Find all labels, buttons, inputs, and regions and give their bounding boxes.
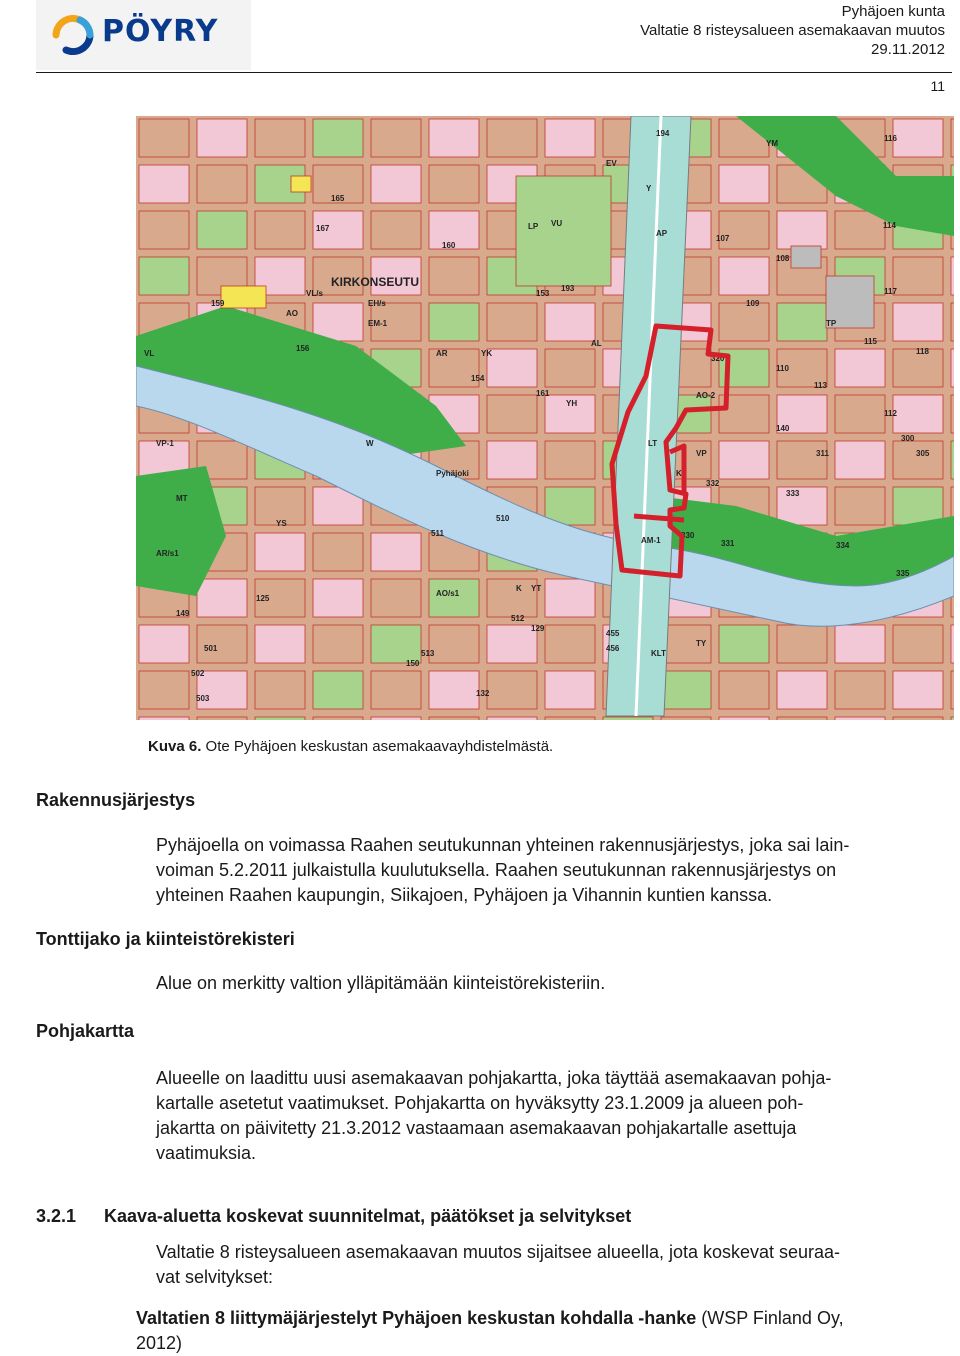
- map-label: 159: [211, 299, 225, 308]
- map-label: VU: [551, 219, 563, 228]
- map-label: 109: [746, 299, 760, 308]
- map-label: 194: [656, 129, 670, 138]
- map-label: AR: [436, 349, 448, 358]
- map-block: [139, 165, 189, 203]
- map-label: 156: [296, 344, 310, 353]
- map-block: [835, 487, 885, 525]
- map-label: AO/s1: [436, 589, 460, 598]
- map-label: MT: [176, 494, 188, 503]
- map-block: [545, 717, 595, 720]
- map-label: 330: [681, 531, 695, 540]
- text-line: jakartta on päivitetty 21.3.2012 vastaamaan asemakaavan pohjakartalle asettuja: [156, 1118, 797, 1138]
- map-block: [951, 303, 954, 341]
- map-block: [429, 303, 479, 341]
- map-block: [487, 303, 537, 341]
- page-number: 11: [930, 78, 945, 94]
- map-block: [487, 119, 537, 157]
- map-block: [719, 671, 769, 709]
- section-number: 3.2.1: [36, 1206, 77, 1226]
- map-block: [777, 717, 827, 720]
- map-label: 114: [883, 221, 896, 230]
- map-block: [487, 671, 537, 709]
- map-block: [951, 717, 954, 720]
- map-label: 510: [496, 514, 510, 523]
- section-title-tonttijako: Tonttijako ja kiinteistörekisteri: [36, 929, 295, 949]
- map-label: 335: [896, 569, 910, 578]
- map-label: 334: [836, 541, 850, 550]
- header-divider: [36, 72, 952, 73]
- map-block: [487, 441, 537, 479]
- map-label: YM: [766, 139, 778, 148]
- map-block: [487, 349, 537, 387]
- map-block: [951, 395, 954, 433]
- map-block: [893, 717, 943, 720]
- header-date: 29.11.2012: [871, 41, 945, 58]
- map-block: [197, 717, 247, 720]
- map-label: VP: [696, 449, 707, 458]
- map-label: 117: [884, 287, 897, 296]
- map-label: YH: [566, 399, 578, 408]
- map-block: [835, 671, 885, 709]
- poyry-logo: [36, 0, 251, 70]
- map-label: LT: [648, 439, 658, 448]
- map-block: [371, 671, 421, 709]
- paragraph-tonttijako: Alue on merkitty valtion ylläpitämään kiinteistörekisteriin.: [156, 973, 606, 993]
- map-label: 502: [191, 669, 205, 678]
- map-block: [777, 625, 827, 663]
- map-block: [429, 717, 479, 720]
- map-block: [719, 303, 769, 341]
- map-block: [893, 671, 943, 709]
- map-block: [313, 671, 363, 709]
- text-line: vat selvitykset:: [156, 1267, 274, 1287]
- map-block: [719, 441, 769, 479]
- map-label: LP: [528, 222, 539, 231]
- header-project: Valtatie 8 risteysalueen asemakaavan muutos: [640, 22, 945, 39]
- map-block: [197, 579, 247, 617]
- map-block: [545, 349, 595, 387]
- map-block: [139, 119, 189, 157]
- map-block: [661, 671, 711, 709]
- map-block: [313, 717, 363, 720]
- map-label: 149: [176, 609, 190, 618]
- map-yellow-plot: [221, 286, 266, 308]
- map-label: 115: [864, 337, 877, 346]
- map-label: 311: [816, 449, 829, 458]
- map-block: [371, 579, 421, 617]
- map-label: VL/s: [306, 289, 323, 298]
- map-block: [951, 349, 954, 387]
- map-block: [545, 671, 595, 709]
- map-block: [835, 625, 885, 663]
- map-label: 132: [476, 689, 490, 698]
- map-block: [719, 165, 769, 203]
- figure-caption: [148, 738, 553, 755]
- map-block: [719, 211, 769, 249]
- map-label: AO: [286, 309, 298, 318]
- map-yellow-plot: [291, 176, 311, 192]
- map-block: [255, 671, 305, 709]
- map-block: [371, 165, 421, 203]
- map-label: KT: [676, 469, 687, 478]
- map-park: [516, 176, 611, 286]
- header-client: Pyhäjoen kunta: [841, 3, 945, 20]
- map-utility-plot: [791, 246, 821, 268]
- map-label: YS: [276, 519, 287, 528]
- map-label: KIRKONSEUTU: [331, 275, 420, 289]
- map-label: 118: [916, 347, 929, 356]
- map-label: 193: [561, 284, 575, 293]
- map-label: AM-1: [641, 536, 661, 545]
- figure-caption-text: Ote Pyhäjoen keskustan asemakaavayhdistelmästä.: [201, 738, 554, 755]
- map-label: AP: [656, 229, 668, 238]
- map-block: [313, 625, 363, 663]
- map-label: YK: [481, 349, 493, 358]
- map-label: 160: [442, 241, 456, 250]
- map-label: 300: [901, 434, 915, 443]
- map-block: [893, 303, 943, 341]
- map-block: [893, 395, 943, 433]
- map-label: TP: [826, 319, 837, 328]
- map-label: YT: [531, 584, 542, 593]
- map-label: 512: [511, 614, 525, 623]
- map-label: AR/s1: [156, 549, 179, 558]
- map-label: AL: [591, 339, 602, 348]
- map-label: 333: [786, 489, 800, 498]
- map-block: [371, 533, 421, 571]
- text-line: voiman 5.2.2011 julkaistulla kuulutuksella. Raahen seutukunnan rakennusjärjestys on: [156, 860, 837, 880]
- zoning-map: [136, 116, 954, 720]
- map-block: [255, 211, 305, 249]
- map-label: VP-1: [156, 439, 174, 448]
- map-label: 165: [331, 194, 345, 203]
- map-label: EH/s: [368, 299, 386, 308]
- map-block: [197, 119, 247, 157]
- map-block: [893, 625, 943, 663]
- text-line: Alueelle on laadittu uusi asemakaavan pohjakartta, joka täyttää asemakaavan pohja-: [156, 1068, 832, 1088]
- map-label: 167: [316, 224, 330, 233]
- map-label: 153: [536, 289, 550, 298]
- map-block: [777, 671, 827, 709]
- figure-label: Kuva 6.: [148, 738, 202, 755]
- map-label: 320: [711, 354, 725, 363]
- project-year: 2012): [136, 1333, 183, 1353]
- map-block: [255, 625, 305, 663]
- map-block: [371, 119, 421, 157]
- map-label: 305: [916, 449, 930, 458]
- map-label: 455: [606, 629, 620, 638]
- map-block: [139, 211, 189, 249]
- map-label: AO-2: [696, 391, 716, 400]
- map-block: [545, 579, 595, 617]
- map-label: 331: [721, 539, 735, 548]
- map-block: [139, 717, 189, 720]
- map-block: [197, 211, 247, 249]
- paragraph-pohjakartta: [156, 1066, 946, 1166]
- map-label: 513: [421, 649, 435, 658]
- map-block: [197, 671, 247, 709]
- map-label: 125: [256, 594, 270, 603]
- map-block: [893, 119, 943, 157]
- map-block: [835, 717, 885, 720]
- map-block: [371, 211, 421, 249]
- map-block: [719, 717, 769, 720]
- map-block: [893, 441, 943, 479]
- map-block: [139, 625, 189, 663]
- map-block: [545, 441, 595, 479]
- paragraph-rakennusjarjestys: [156, 833, 946, 908]
- map-label: 129: [531, 624, 545, 633]
- map-block: [371, 717, 421, 720]
- map-label: 108: [776, 254, 790, 263]
- map-block: [429, 119, 479, 157]
- map-label: Pyhäjoki: [436, 469, 469, 478]
- section-title-pohjakartta: Pohjakartta: [36, 1021, 135, 1041]
- map-label: 107: [716, 234, 730, 243]
- project-title: Valtatien 8 liittymäjärjestelyt Pyhäjoen keskustan kohdalla -hanke: [136, 1308, 697, 1328]
- map-block: [545, 119, 595, 157]
- map-block: [487, 395, 537, 433]
- text-line: [136, 1306, 946, 1331]
- map-block: [835, 395, 885, 433]
- poyry-swirl-icon: [50, 12, 96, 58]
- map-block: [429, 165, 479, 203]
- map-block: [545, 303, 595, 341]
- map-block: [777, 441, 827, 479]
- map-block: [313, 119, 363, 157]
- map-label: EV: [606, 159, 617, 168]
- map-block: [487, 717, 537, 720]
- map-block: [719, 257, 769, 295]
- map-base: [136, 116, 954, 720]
- map-label: 112: [884, 409, 897, 418]
- map-label: 116: [884, 134, 897, 143]
- map-block: [429, 625, 479, 663]
- map-block: [429, 257, 479, 295]
- map-block: [255, 533, 305, 571]
- map-label: K: [516, 584, 522, 593]
- map-block: [313, 579, 363, 617]
- map-block: [719, 625, 769, 663]
- map-block: [139, 671, 189, 709]
- map-block: [197, 165, 247, 203]
- map-block: [951, 671, 954, 709]
- section-title-rakennusjarjestys: Rakennusjärjestys: [36, 790, 196, 810]
- paragraph-surveys: [156, 1240, 946, 1290]
- paragraph-project: [136, 1306, 946, 1356]
- map-block: [777, 211, 827, 249]
- map-block: [487, 625, 537, 663]
- map-label: 113: [814, 381, 827, 390]
- map-label: 161: [536, 389, 550, 398]
- map-block: [835, 441, 885, 479]
- map-label: Y: [646, 184, 652, 193]
- map-label: 140: [776, 424, 790, 433]
- map-label: 501: [204, 644, 218, 653]
- map-block: [951, 441, 954, 479]
- map-block: [487, 579, 537, 617]
- map-block: [661, 717, 711, 720]
- text-line: Pyhäjoella on voimassa Raahen seutukunnan yhteinen rakennusjärjestys, joka sai lain-: [156, 835, 850, 855]
- map-block: [545, 625, 595, 663]
- map-label: 154: [471, 374, 485, 383]
- map-block: [835, 349, 885, 387]
- map-label: 456: [606, 644, 620, 653]
- map-block: [951, 119, 954, 157]
- map-block: [951, 625, 954, 663]
- text-line: yhteinen Raahen kaupungin, Siikajoen, Pyhäjoen ja Vihannin kuntien kanssa.: [156, 885, 773, 905]
- text-line: vaatimuksia.: [156, 1143, 257, 1163]
- text-line: Valtatie 8 risteysalueen asemakaavan muutos sijaitsee alueella, jota koskevat seuraa-: [156, 1242, 841, 1262]
- map-label: VL: [144, 349, 155, 358]
- map-block: [951, 257, 954, 295]
- map-block: [893, 257, 943, 295]
- map-block: [139, 257, 189, 295]
- map-label: EM-1: [368, 319, 388, 328]
- text-line: kartalle asetetut vaatimukset. Pohjakartta on hyväksytty 23.1.2009 ja alueen poh-: [156, 1093, 804, 1113]
- map-block: [429, 671, 479, 709]
- map-block: [429, 579, 479, 617]
- map-label: TY: [696, 639, 707, 648]
- map-block: [255, 717, 305, 720]
- project-author: (WSP Finland Oy,: [696, 1308, 844, 1328]
- brand-wordmark: PÖYRY: [102, 14, 219, 49]
- map-label: 110: [776, 364, 789, 373]
- map-block: [777, 487, 827, 525]
- map-label: 511: [431, 529, 444, 538]
- map-block: [255, 119, 305, 157]
- map-block: [777, 303, 827, 341]
- map-label: 503: [196, 694, 210, 703]
- map-label: W: [366, 439, 374, 448]
- map-block: [371, 625, 421, 663]
- map-label: 150: [406, 659, 420, 668]
- map-label: KLT: [651, 649, 666, 658]
- section-heading: Kaava-aluetta koskevat suunnitelmat, päätökset ja selvitykset: [104, 1206, 632, 1226]
- map-label: 332: [706, 479, 720, 488]
- map-block: [603, 717, 653, 720]
- map-block: [313, 533, 363, 571]
